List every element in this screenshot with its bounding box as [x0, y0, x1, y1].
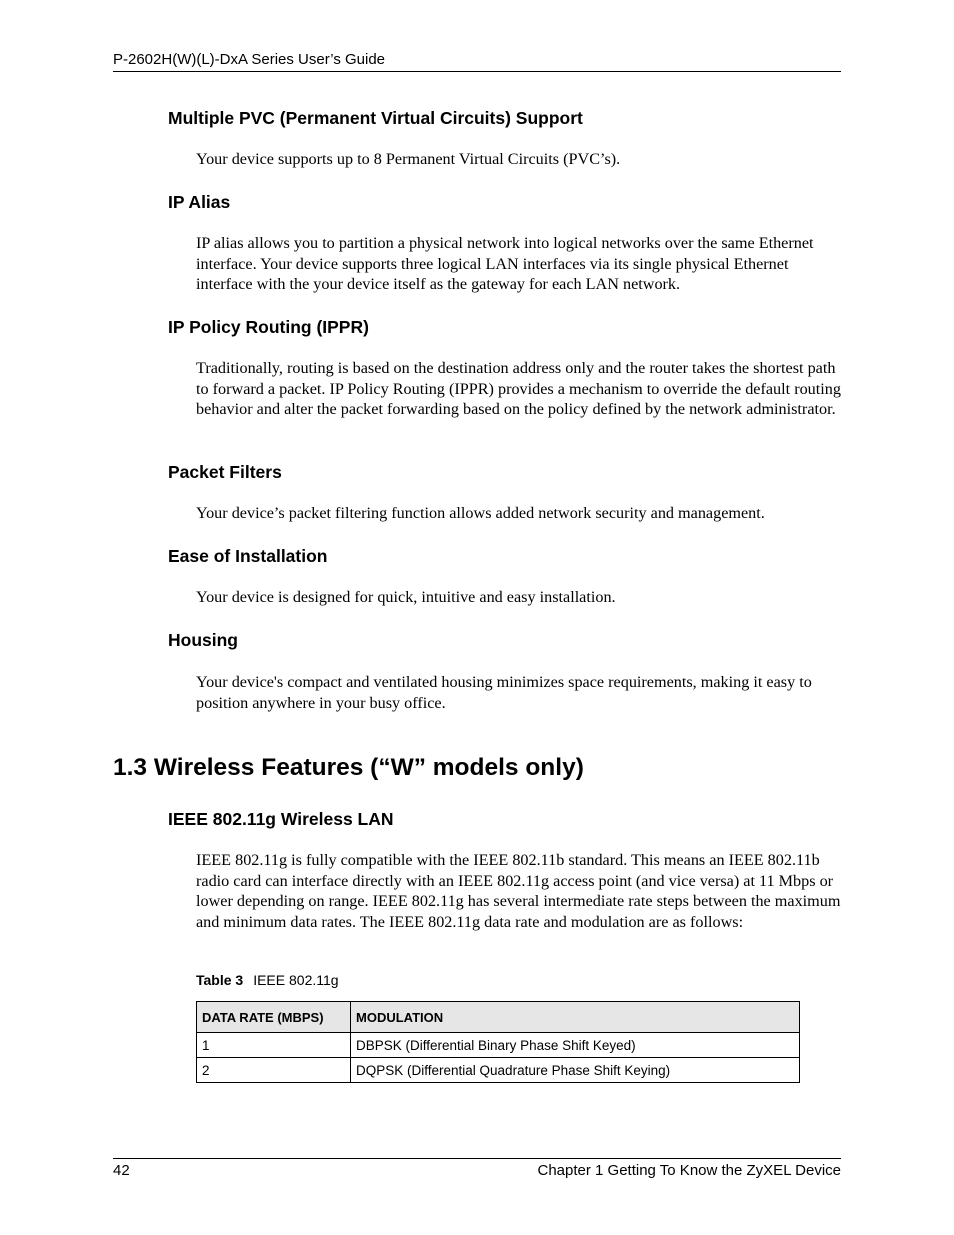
paragraph-ease-of-installation: Your device is designed for quick, intuitive and easy installation. — [196, 588, 616, 606]
heading-ip-alias: IP Alias — [168, 192, 231, 212]
paragraph-multiple-pvc: Your device supports up to 8 Permanent Virtual Circuits (PVC’s). — [196, 150, 621, 168]
section-title-wireless-features: 1.3 Wireless Features (“W” models only) — [113, 754, 584, 781]
cell-data-rate: 1 — [197, 1033, 351, 1058]
paragraph-packet-filters: Your device’s packet filtering function allows added network security and management. — [196, 504, 765, 522]
table-caption-label: Table 3 — [196, 972, 244, 988]
cell-modulation: DQPSK (Differential Quadrature Phase Shift Keying) — [351, 1058, 800, 1083]
paragraph-ip-policy-routing: Traditionally, routing is based on the destination address only and the router takes the shortest path to forward a packet. IP Policy Routing (IPPR) provides a mechanism to override the default routing behavior and alter the packet forwarding based on the policy defined by the network administrator. — [196, 359, 841, 418]
table-row — [197, 1033, 800, 1058]
running-footer-chapter: Chapter 1 Getting To Know the ZyXEL Device — [537, 1162, 841, 1179]
running-header: P-2602H(W)(L)-DxA Series User’s Guide — [113, 51, 386, 68]
paragraph-ieee-80211g: IEEE 802.11g is fully compatible with the IEEE 802.11b standard. This means an IEEE 802.11b radio card can interface directly with an IEEE 802.11g access point (and vice versa) at 11 Mbps or lower depending on range. IEEE 802.11g has several intermediate rate steps between the maximum and minimum data rates. The IEEE 802.11g data rate and modulation are as follows: — [196, 851, 841, 931]
paragraph-ip-alias: IP alias allows you to partition a physical network into logical networks over the same Ethernet interface. Your device supports three logical LAN interfaces via its single physical Ethernet interface with the your device itself as the gateway for each LAN network. — [196, 234, 814, 293]
column-header-modulation: MODULATION — [351, 1002, 800, 1033]
column-header-data-rate: DATA RATE (MBPS) — [197, 1002, 351, 1033]
cell-data-rate: 2 — [197, 1058, 351, 1083]
heading-ease-of-installation: Ease of Installation — [168, 546, 328, 566]
heading-ip-policy-routing: IP Policy Routing (IPPR) — [168, 317, 369, 337]
table-caption — [196, 972, 339, 988]
header-rule — [113, 71, 841, 72]
data-rate-table — [196, 1001, 800, 1083]
table-header-row — [197, 1002, 800, 1033]
cell-modulation: DBPSK (Differential Binary Phase Shift Keyed) — [351, 1033, 800, 1058]
table-caption-text: IEEE 802.11g — [253, 972, 339, 988]
paragraph-housing: Your device's compact and ventilated housing minimizes space requirements, making it easy to position anywhere in your busy office. — [196, 673, 812, 712]
footer-rule — [113, 1158, 841, 1159]
heading-ieee-80211g: IEEE 802.11g Wireless LAN — [168, 809, 394, 829]
heading-multiple-pvc: Multiple PVC (Permanent Virtual Circuits) Support — [168, 108, 583, 128]
page-number: 42 — [113, 1162, 130, 1179]
heading-housing: Housing — [168, 630, 238, 650]
table-row — [197, 1058, 800, 1083]
heading-packet-filters: Packet Filters — [168, 462, 282, 482]
